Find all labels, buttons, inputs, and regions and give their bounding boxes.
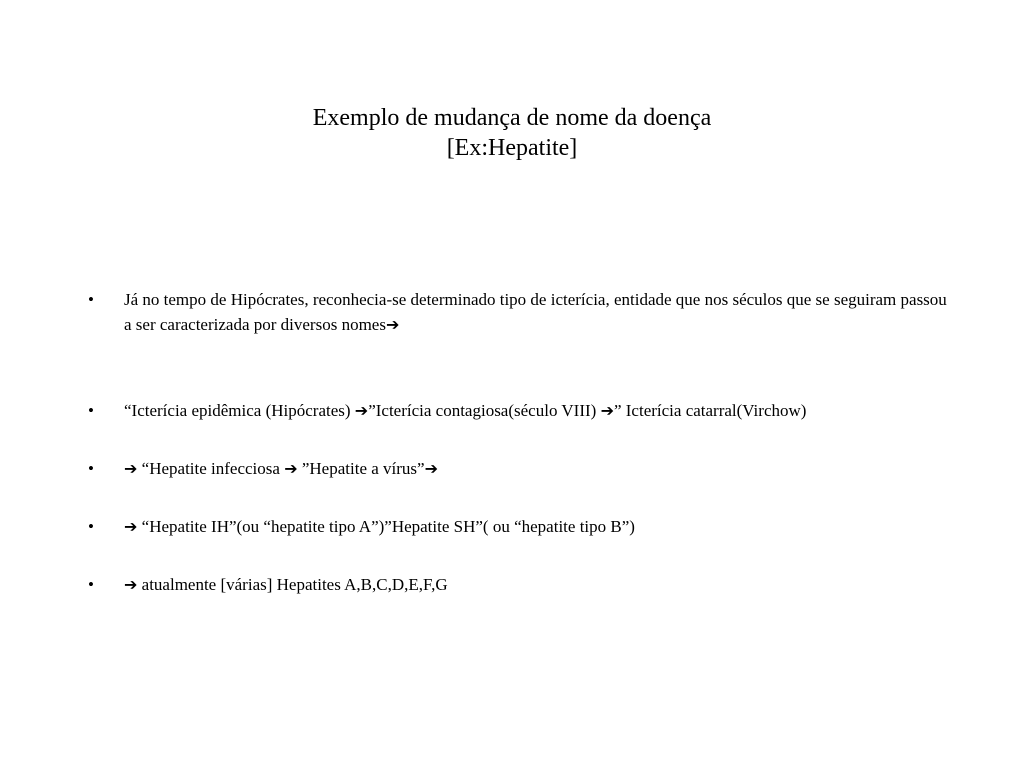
bullet-item-5 [88,572,948,597]
arrow-right-icon: ➔ [385,315,400,334]
bullet-list [88,287,948,597]
bullet-dot: • [88,575,94,594]
title-line-2: [Ex:Hepatite] [446,135,578,161]
bullet-dot: • [88,401,94,420]
bullet-item-3 [88,456,948,481]
arrow-right-icon: ➔ [424,459,438,478]
arrow-right-icon: ➔ [124,459,138,478]
bullet-dot: • [88,517,94,536]
title-line-1: Exemplo de mudança de nome da doença [312,105,712,131]
bullet-text: “Hepatite infecciosa [137,459,285,478]
bullet-dot: • [88,290,94,309]
bullet-text: ” Icterícia catarral(Virchow) [613,401,807,420]
slide-title [0,103,1024,163]
bullet-text: Já no tempo de Hipócrates, reconhecia-se determinado tipo de icterícia, entidade que nos séculos que se seguiram passou a ser caracterizada por diversos nomes [124,290,947,334]
bullet-item-1 [88,287,948,337]
bullet-text: “Hepatite IH”(ou “hepatite tipo A”)”Hepatite SH”( ou “hepatite tipo B”) [137,517,635,536]
bullet-text: ”Hepatite a vírus” [297,459,425,478]
bullet-dot: • [88,459,94,478]
bullet-text: ”Icterícia contagiosa(século VIII) [368,401,601,420]
bullet-item-2 [88,398,948,423]
arrow-right-icon: ➔ [124,575,138,594]
bullet-text: atualmente [várias] Hepatites A,B,C,D,E,F,G [137,575,448,594]
bullet-text: “Icterícia epidêmica (Hipócrates) [124,401,355,420]
arrow-right-icon: ➔ [124,517,138,536]
arrow-right-icon: ➔ [354,401,369,420]
arrow-right-icon: ➔ [284,459,298,478]
arrow-right-icon: ➔ [600,401,614,420]
bullet-item-4 [88,514,948,539]
